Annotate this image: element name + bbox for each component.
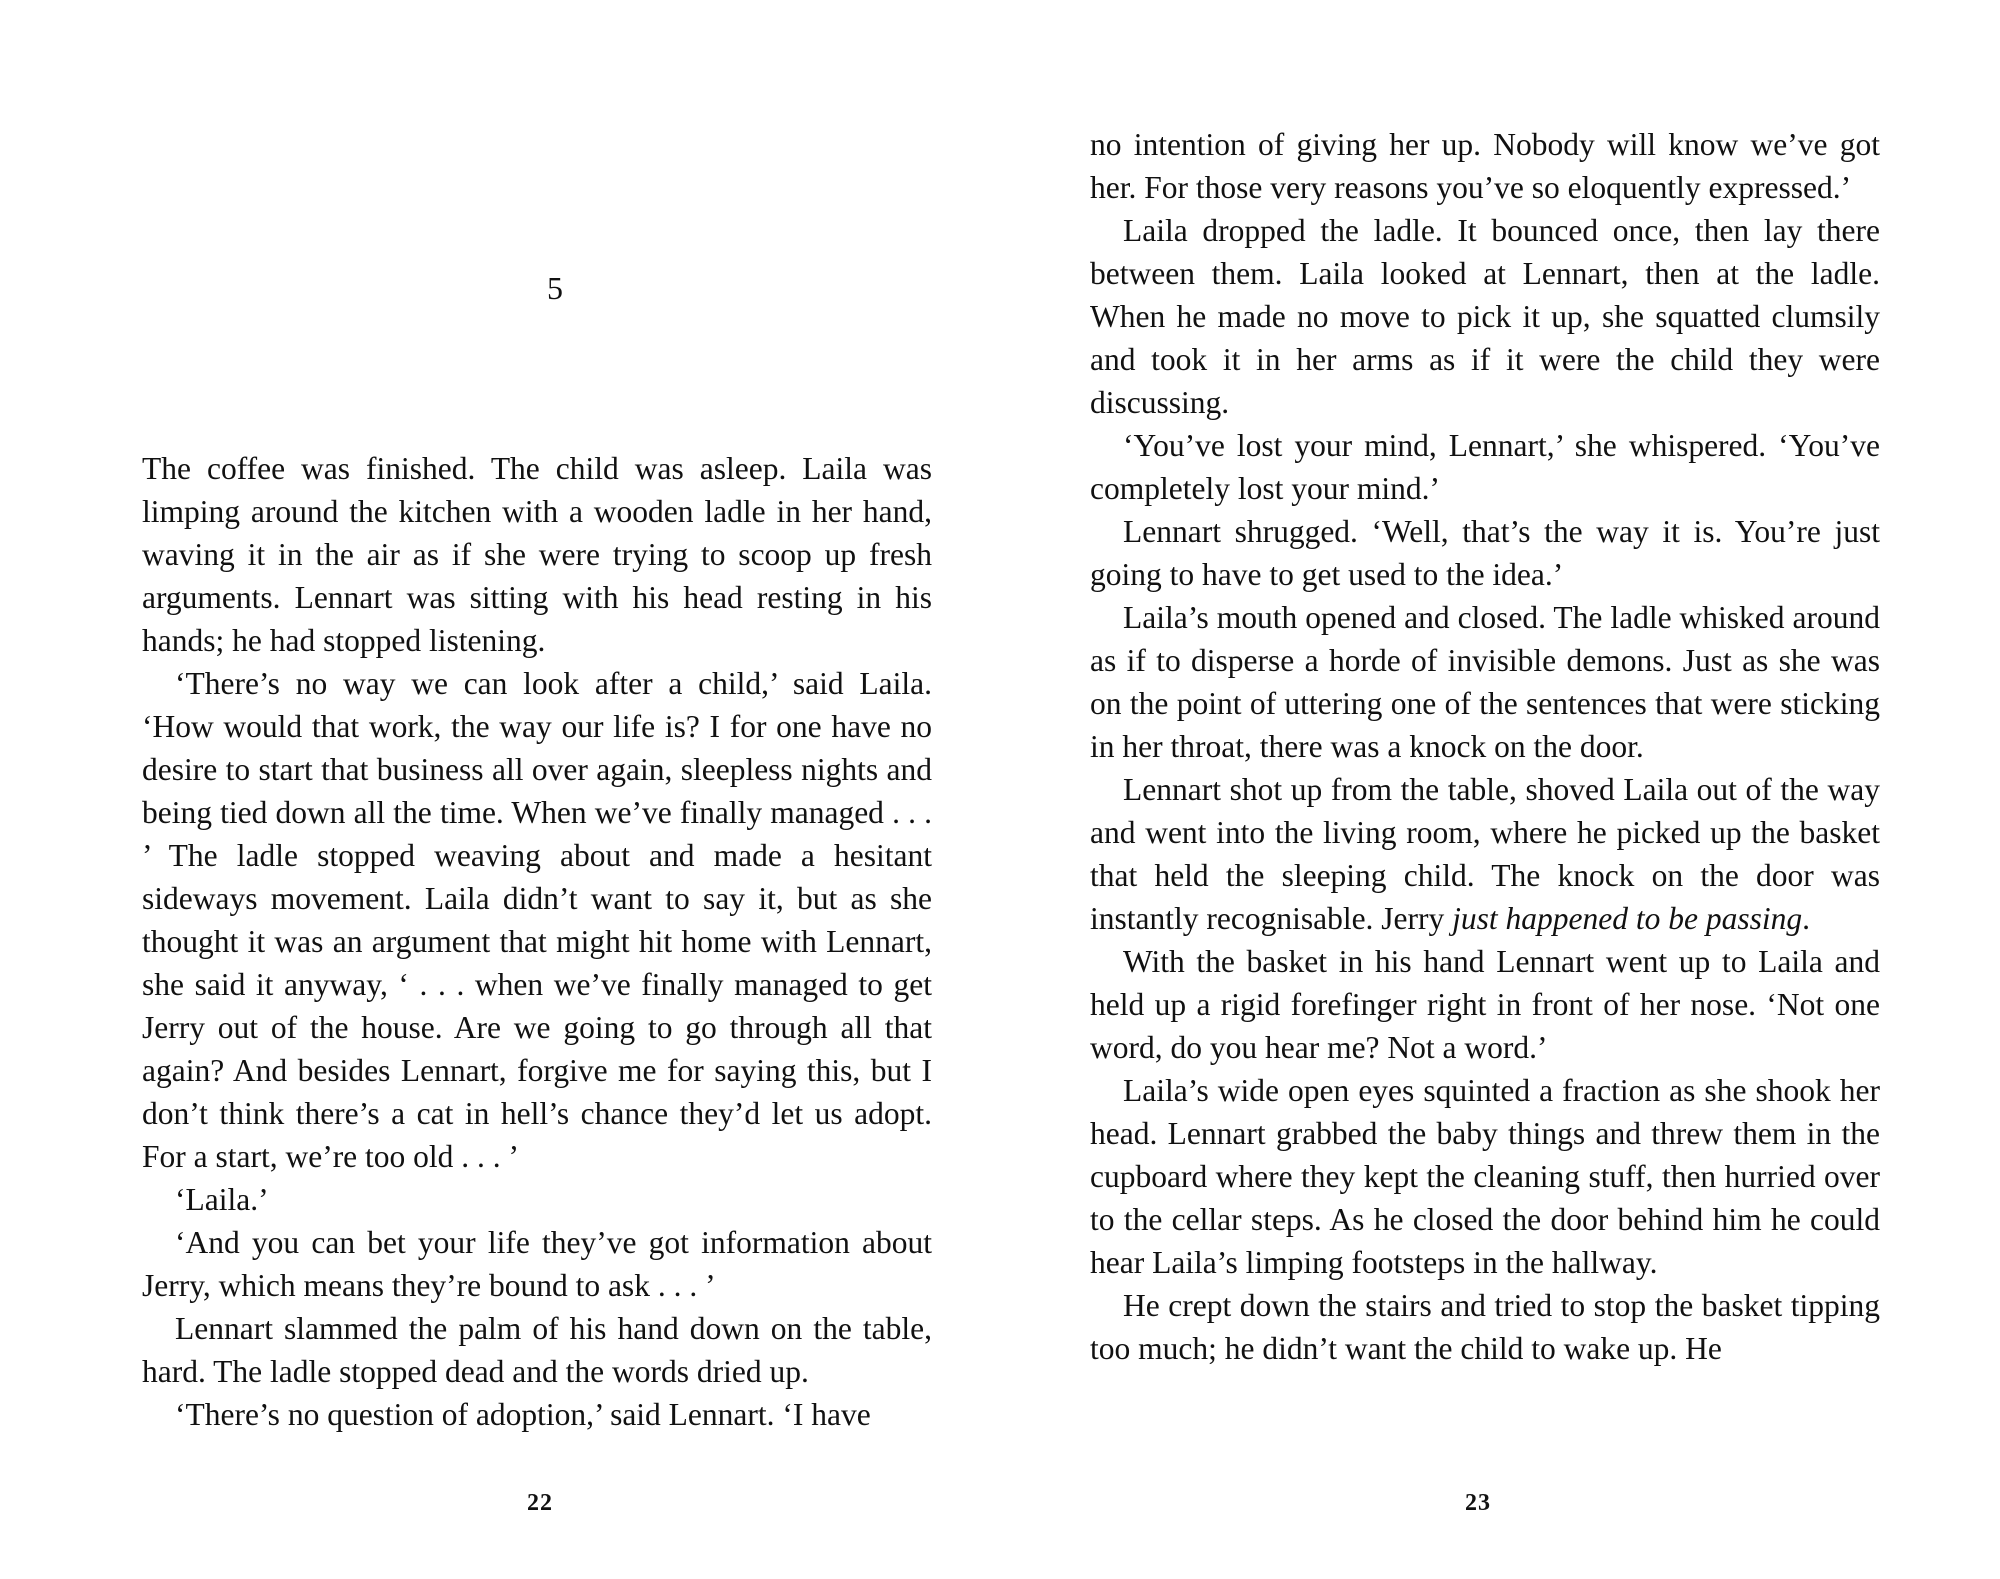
paragraph: He crept down the stairs and tried to stop the basket tipping too much; he didn’t want the child to wake up. He bbox=[1090, 1288, 1880, 1366]
paragraph: Lennart slammed the palm of his hand down on the table, hard. The ladle stopped dead and the words dried up. bbox=[142, 1311, 932, 1389]
paragraph: ‘You’ve lost your mind, Lennart,’ she whispered. ‘You’ve completely lost your mind.’ bbox=[1090, 428, 1880, 506]
paragraph-text: . bbox=[1802, 901, 1811, 936]
left-page-text bbox=[142, 447, 932, 1436]
paragraph-continuation: no intention of giving her up. Nobody will know we’ve got her. For those very reasons you’ve so eloquently expressed.’ bbox=[1090, 127, 1880, 205]
paragraph: ‘Laila.’ bbox=[175, 1182, 269, 1217]
page-number: 22 bbox=[527, 1490, 553, 1516]
right-page bbox=[1000, 0, 2000, 1579]
page-number: 23 bbox=[1465, 1490, 1491, 1516]
paragraph bbox=[1090, 768, 1880, 940]
paragraph: With the basket in his hand Lennart went up to Laila and held up a rigid forefinger right in front of her nose. ‘Not one word, do you hear me? Not a word.’ bbox=[1090, 944, 1880, 1065]
paragraph: Lennart shrugged. ‘Well, that’s the way it is. You’re just going to have to get used to the idea.’ bbox=[1090, 514, 1880, 592]
paragraph: The coffee was finished. The child was asleep. Laila was limping around the kitchen with a wooden ladle in her hand, waving it in the air as if she were trying to scoop up fresh arguments. Lennart was sitting with his head resting in his hands; he had stopped listening. bbox=[142, 451, 932, 658]
paragraph: Laila’s mouth opened and closed. The ladle whisked around as if to disperse a horde of invisible demons. Just as she was on the point of uttering one of the sentences that were sticking in her throat, there was a knock on the door. bbox=[1090, 600, 1880, 764]
paragraph: Laila dropped the ladle. It bounced once, then lay there between them. Laila looked at Lennart, then at the ladle. When he made no move to pick it up, she squatted clumsily and took it in her arms as if it were the child they were discussing. bbox=[1090, 213, 1880, 420]
paragraph: ‘And you can bet your life they’ve got information about Jerry, which means they’re bound to ask . . . ’ bbox=[142, 1225, 932, 1303]
italic-phrase: just happened to be passing bbox=[1452, 901, 1803, 936]
chapter-number: 5 bbox=[547, 270, 563, 306]
right-page-text bbox=[1090, 123, 1880, 1370]
paragraph-text: Lennart shot up from the table, shoved Laila out of the way and went into the living room, where he picked up the basket that held the sleeping child. The knock on the door was instantly recognisable. Jerry bbox=[1090, 772, 1880, 936]
paragraph: ‘There’s no question of adoption,’ said Lennart. ‘I have bbox=[175, 1397, 871, 1432]
paragraph: ‘There’s no way we can look after a child,’ said Laila. ‘How would that work, the way our life is? I for one have no desire to start that business all over again, sleepless nights and being tied down all the time. When we’ve finally managed . . . ’ The ladle stopped weaving about and made a hesitant sideways movement. Laila didn’t want to say it, but as she thought it was an argument that might hit home with Lennart, she said it anyway, ‘ . . . when we’ve finally managed to get Jerry out of the house. Are we going to go through all that again? And besides Lennart, forgive me for saying this, but I don’t think there’s a cat in hell’s chance they’d let us adopt. For a start, we’re too old . . . ’ bbox=[142, 666, 932, 1174]
paragraph: Laila’s wide open eyes squinted a fraction as she shook her head. Lennart grabbed the baby things and threw them in the cupboard where they kept the cleaning stuff, then hurried over to the cellar steps. As he closed the door behind him he could hear Laila’s limping footsteps in the hallway. bbox=[1090, 1073, 1880, 1280]
